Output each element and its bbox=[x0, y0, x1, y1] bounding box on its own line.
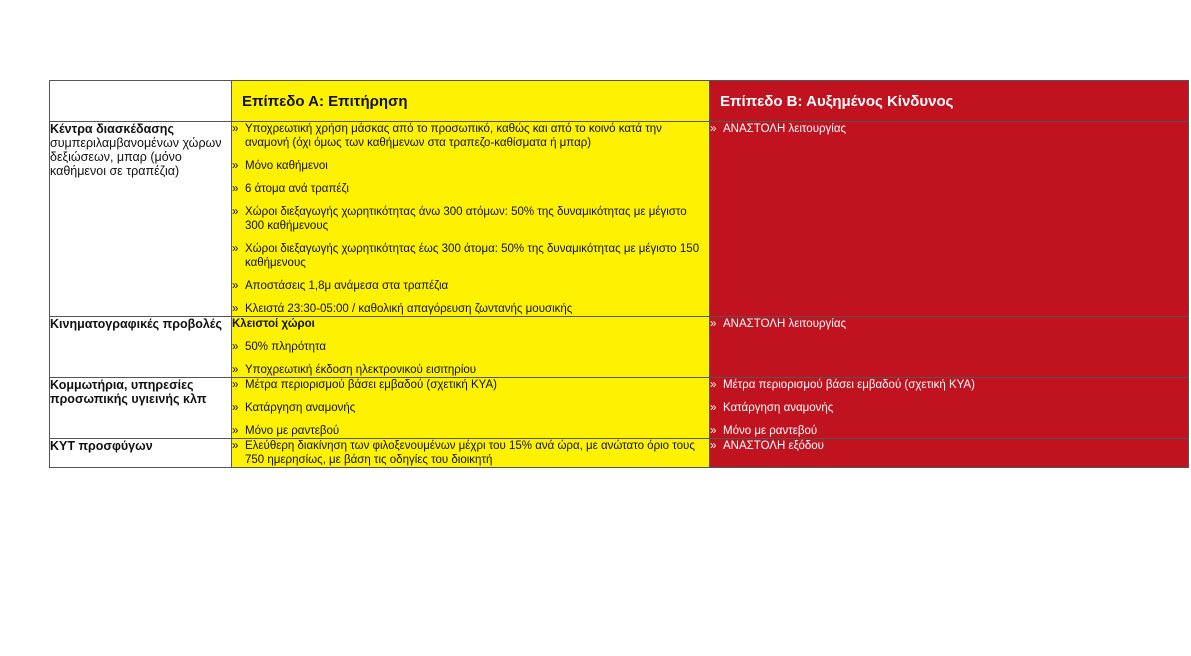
list-item: » Υποχρεωτική χρήση μάσκας από το προσωπικό, καθώς και από το κοινό κατά την αναμονή (όχι όμως των καθήμενων στα τραπεζο-καθίσματα ή μπαρ) bbox=[232, 123, 662, 149]
list-item: » Αποστάσεις 1,8μ ανάμεσα στα τραπέζια bbox=[232, 280, 449, 292]
list-item: » ΑΝΑΣΤΟΛΗ εξόδου bbox=[710, 440, 824, 452]
list-item: » Χώροι διεξαγωγής χωρητικότητας έως 300 άτομα: 50% της δυναμικότητας με μέγιστο 150 καθήμενους bbox=[232, 243, 700, 269]
bullet-icon: » bbox=[710, 402, 717, 414]
level-a-cell bbox=[232, 439, 710, 468]
bullet-icon: » bbox=[232, 183, 239, 195]
list-item: » ΑΝΑΣΤΟΛΗ λειτουργίας bbox=[710, 123, 847, 135]
list-item: » Μόνο καθήμενοι bbox=[232, 160, 328, 172]
list-item: » Μέτρα περιορισμού βάσει εμβαδού (σχετική ΚΥΑ) bbox=[232, 379, 497, 391]
header-row bbox=[50, 81, 1189, 122]
bullet-icon: » bbox=[232, 341, 239, 353]
list-item: » Χώροι διεξαγωγής χωρητικότητας άνω 300 ατόμων: 50% της δυναμικότητας με μέγιστο 300 καθήμενους bbox=[232, 206, 687, 232]
list-item: » Ελεύθερη διακίνηση των φιλοξενουμένων μέχρι του 15% ανά ώρα, με ανώτατο όριο τους 750 ημερησίως, με βάση τις οδηγίες του διοικητή bbox=[232, 440, 695, 466]
bullet-icon: » bbox=[232, 364, 239, 376]
bullet-icon: » bbox=[710, 440, 717, 452]
level-b-cell bbox=[710, 378, 1189, 439]
bullet-icon: » bbox=[232, 123, 239, 135]
list-item: » 50% πληρότητα bbox=[232, 341, 327, 353]
row-subtitle: συμπεριλαμβανομένων χώρων δεξιώσεων, μπαρ (μόνο καθήμενοι σε τραπέζια) bbox=[50, 136, 222, 178]
bullet-icon: » bbox=[232, 303, 239, 315]
level-a-cell bbox=[232, 317, 710, 378]
list-item: » Κατάργηση αναμονής bbox=[232, 402, 356, 414]
table-row bbox=[50, 378, 1189, 439]
table-row bbox=[50, 317, 1189, 378]
row-label bbox=[50, 317, 232, 378]
row-title: Κέντρα διασκέδασης bbox=[50, 122, 174, 136]
bullet-icon: » bbox=[232, 440, 239, 452]
level-b-header: Επίπεδο Β: Αυξημένος Κίνδυνος bbox=[710, 81, 1189, 122]
measures-table bbox=[49, 80, 1189, 468]
list-item: » Μέτρα περιορισμού βάσει εμβαδού (σχετική ΚΥΑ) bbox=[710, 379, 975, 391]
level-a-header: Επίπεδο Α: Επιτήρηση bbox=[232, 81, 710, 122]
bullet-icon: » bbox=[232, 425, 239, 437]
bullet-icon: » bbox=[710, 379, 717, 391]
row-label bbox=[50, 122, 232, 317]
bullet-icon: » bbox=[232, 379, 239, 391]
list-item: » ΑΝΑΣΤΟΛΗ λειτουργίας bbox=[710, 318, 847, 330]
list-item: » Κατάργηση αναμονής bbox=[710, 402, 834, 414]
level-b-cell bbox=[710, 439, 1189, 468]
bullet-icon: » bbox=[710, 318, 717, 330]
bullet-icon: » bbox=[232, 243, 239, 255]
table-row bbox=[50, 122, 1189, 317]
header-empty-cell bbox=[50, 81, 232, 122]
level-b-cell bbox=[710, 122, 1189, 317]
row-title: Κινηματογραφικές προβολές bbox=[50, 317, 222, 331]
level-a-cell bbox=[232, 122, 710, 317]
bullet-icon: » bbox=[232, 280, 239, 292]
bullet-icon: » bbox=[710, 425, 717, 437]
row-label bbox=[50, 439, 232, 468]
bullet-icon: » bbox=[232, 160, 239, 172]
bullet-icon: » bbox=[710, 123, 717, 135]
level-b-cell bbox=[710, 317, 1189, 378]
bullet-icon: » bbox=[232, 402, 239, 414]
row-title: Κομμωτήρια, υπηρεσίες προσωπικής υγιεινής κλπ bbox=[50, 378, 207, 406]
list-item: » 6 άτομα ανά τραπέζι bbox=[232, 183, 349, 195]
list-item: » Μόνο με ραντεβού bbox=[710, 425, 818, 437]
cell-subheading: Κλειστοί χώροι bbox=[232, 318, 315, 330]
list-item: » Μόνο με ραντεβού bbox=[232, 425, 340, 437]
list-item: » Κλειστά 23:30-05:00 / καθολική απαγόρευση ζωντανής μουσικής bbox=[232, 303, 573, 315]
bullet-icon: » bbox=[232, 206, 239, 218]
list-item: » Υποχρεωτική έκδοση ηλεκτρονικού εισιτηρίου bbox=[232, 364, 477, 376]
table-row bbox=[50, 439, 1189, 468]
row-label bbox=[50, 378, 232, 439]
level-a-cell bbox=[232, 378, 710, 439]
row-title: ΚΥΤ προσφύγων bbox=[50, 439, 153, 453]
